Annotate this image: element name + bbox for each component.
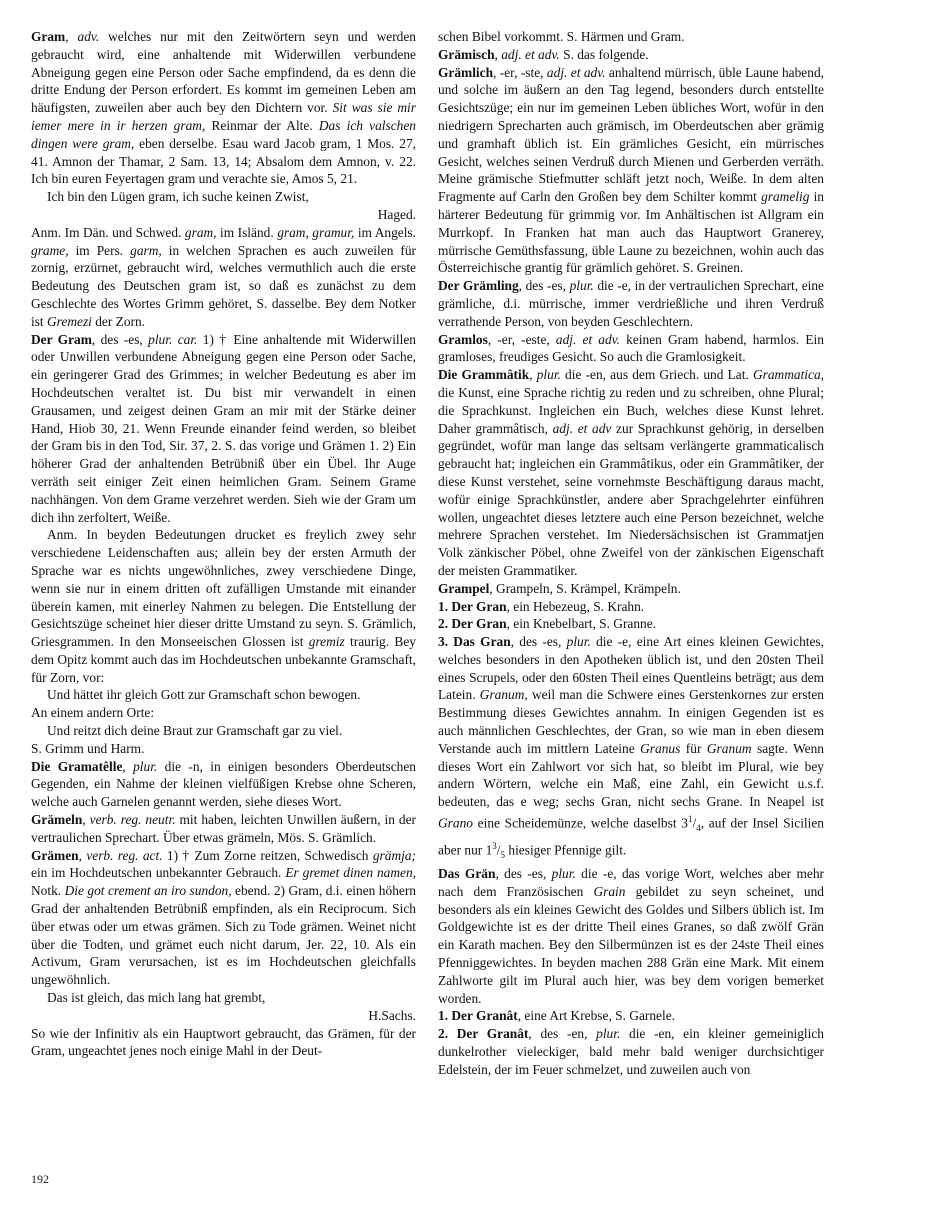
headword: Der Gram [31, 331, 92, 347]
body-text: , eine Art Krebse, S. Garnele. [517, 1008, 676, 1024]
right-column [438, 28, 824, 1079]
body-text: , des -es, [495, 865, 552, 881]
body-text: in härterer Bedeutung für grimmig vor. Im Anhältischen ist Allgram ein Murrkopf. In Franken hat man auch das Hauptwort Granerey, mürrische Gemüthsfassung, üble Laune zu bezeichnen, wohin auch das Österreichische grantig für grämlich gehöret. S. Greinen. [438, 189, 825, 276]
italic-text: plur. [133, 758, 158, 774]
body-text: anhaltend mürrisch, üble Laune habend, und solche im äußern an den Tag legend, besonders durch entstellte Gesichtszüge; ein nur im gemeinen Leben übliches Wort, wofür in den niedrigern Sprecharten auch grämisch, im Oberdeutschen aber grämig und gramhaft üblich ist. Ein grämliches Gesicht, ein mürrisches Gesicht, welches seinen Verdruß durch Mienen und Gerberden verräth. Meine grämische Stiefmutter schläft jetzt noch, Weiße. In dem alten Fragmente auf Carln den Großen bey dem Schilter kommt [438, 64, 824, 205]
body-text: Das ist gleich, das mich lang hat grembt, [47, 990, 266, 1006]
italic-text: verb. reg. act. [86, 847, 163, 863]
headword: 1. Der Gran [438, 598, 507, 614]
italic-text: grame, [31, 242, 69, 258]
body-text: , Grampeln, S. Krämpel, Krämpeln. [489, 580, 681, 596]
dictionary-entry [31, 811, 416, 847]
dictionary-entry [438, 28, 824, 46]
body-text: eine Scheidemünze, welche daselbst 3 [472, 815, 688, 831]
dictionary-entry [438, 277, 824, 330]
body-text: , des -es, [91, 331, 149, 347]
body-text: ein im Hochdeutschen unbekannter Gebrauch. [31, 865, 286, 881]
verse-quote [31, 686, 416, 704]
dictionary-entry [438, 46, 824, 64]
italic-text: adj. et adv. [555, 331, 620, 347]
body-text: An einem andern Orte: [31, 705, 155, 721]
verse-quote [31, 722, 416, 740]
italic-text: Sit was sie mir iemer mere in ir herzen gram, [31, 100, 416, 133]
body-text: die -e, eine Art eines kleinen Gewichtes, welches besonders in den Apotheken üblich ist, und den 20sten Theil eines Scrupels, oder den 60sten Theil eines Quentleins beträgt; aus dem Latein. [438, 634, 824, 703]
italic-text: Grammatica, [752, 367, 824, 383]
superscript: 1 [687, 814, 693, 825]
body-text: die Kunst, eine Sprache richtig zu reden und zu schreiben, ohne Plural; die Sprachkunst. Ingleichen ein Buch, welches diese Kunst lehret. Daher grammâtisch, [438, 384, 824, 436]
quote-source [31, 206, 416, 224]
body-text: im Pers. [68, 242, 131, 258]
dictionary-entry [438, 1025, 824, 1078]
body-text: , -er, -este, [487, 331, 556, 347]
headword: Die Gramatêlle [31, 758, 123, 774]
italic-text: adj. et adv. [546, 64, 606, 80]
italic-text: grämja; [372, 847, 416, 863]
italic-text: gremiz [308, 634, 345, 650]
body-text: mit haben, leichten Unwillen äußern, in der vertraulichen Sprechart. Über etwas grämeln, Mös. S. Grämlich. [31, 812, 416, 845]
italic-text: gramelig [761, 189, 810, 205]
dictionary-entry [438, 615, 824, 633]
body-text: , ein Hebezeug, S. Krahn. [506, 598, 645, 614]
body-text: im Isländ. [216, 224, 278, 240]
italic-text: adj. et adv [552, 420, 612, 436]
italic-text: Granum [706, 740, 752, 756]
body-text: 1) † Eine anhaltende mit Widerwillen oder Unwillen verbundene Abneigung gegen eine Person oder Sache, ein geringerer Grad des Grimmes; in welcher Bedeutung es aber im Hochdeutschen veraltet ist. Du bist mir verwandelt in einen Grausamen, und zeigest deinen Gram an mir mit der Stärke deiner Hand, Hiob 30, 21. Wenn Freunde einander feind werden, so bleibet der Gram bis in den Tod, Sir. 37, 2. S. das vorige und Grämen 1. 2) Ein höherer Grad der anhaltenden Betrübniß über ein Übel. Ihr Auge verräth seit einiger Zeit einen heimlichen Gram. Seinem Grame nachhängen. Von dem Grame verzehret werden. Sieh wie der Gram um dich ihn zerfoltert, Weiße. [31, 331, 416, 525]
italic-text: adj. et adv. [501, 46, 560, 62]
dictionary-entry [31, 847, 416, 989]
italic-text: gram, [184, 224, 217, 240]
body-text: So wie der Infinitiv als ein Hauptwort gebraucht, das Grämen, für der Gram, ungeachtet jenes noch einige Mahl in der Deut- [31, 1025, 416, 1059]
body-text: , [494, 46, 502, 62]
superscript: 3 [492, 841, 497, 851]
headword: 1. Der Granât [438, 1008, 518, 1024]
italic-text: Grano [438, 815, 473, 831]
body-text: Und reitzt dich deine Braut zur Gramschaft gar zu viel. [47, 723, 343, 739]
body-text: S. das folgende. [559, 46, 649, 62]
body-text: welches nur mit den Zeitwörtern seyn und werden gebraucht wird, eine anhaltende mit Widerwillen verbundene Abneigung gegen eine Person oder Sache empfindend, da es denn die dritte Endung der Person erfordert. Es kommt im gemeinen Leben am häufigsten, zuweilen aber auch bey den Dichtern vor. [31, 29, 416, 116]
body-text: Und hättet ihr gleich Gott zur Gramschaft schon bewogen. [47, 687, 361, 703]
dictionary-entry [438, 64, 824, 278]
dictionary-entry [438, 331, 824, 367]
quote-source [31, 1007, 416, 1025]
body-text: der Zorn. [91, 313, 146, 329]
dictionary-entry [438, 366, 824, 580]
body-text: , -er, -ste, [493, 64, 547, 80]
body-text: im Angels. [354, 224, 416, 240]
dictionary-entry [438, 1007, 824, 1025]
body-text: keinen Gram habend, harmlos. Ein gramloses, freudiges Gesicht. So auch die Gramlosigkeit. [438, 331, 824, 365]
body-text: eben derselbe. Esau ward Jacob gram, 1 Mos. 27, 41. Amnon der Thamar, 2 Sam. 13, 14; Absalom dem Amnon, v. 22. Ich bin euren Feyertagen gram und verachte sie, Amos 5, 21. [31, 135, 416, 187]
body-text: , des -es, [510, 634, 567, 650]
body-text: , auf der Insel Sicilien aber nur 1 [438, 815, 824, 858]
body-text: die -n, in einigen besonders Oberdeutschen Gegenden, ein Nahme der kleinen vielfüßigen Krebse ohne Scheren, welche auch Garnelen genannt werden, siehe dieses Wort. [31, 758, 417, 810]
body-text: , [82, 812, 90, 828]
italic-text: plur. car. [148, 331, 198, 347]
headword: Die Grammâtik [438, 367, 530, 383]
headword: Grampel [438, 580, 490, 596]
body-text: Ich bin den Lügen gram, ich suche keinen Zwist, [47, 189, 309, 205]
dictionary-entry [438, 633, 824, 865]
body-text: sagte. Wenn dieses Wort ein Zahlwort vor sich hat, so bleibt im Plural, wie bey andern Wörtern, welche ein Maß, eine Zahl, ein Gewicht u.s.f. bedeuten, das e weg; sechs Gran, nicht sechs Grane. In Neapel ist [438, 740, 824, 810]
body-text: H.Sachs. [368, 1007, 416, 1023]
headword: Grämeln [31, 812, 83, 828]
verse-quote [31, 188, 416, 206]
dictionary-entry [438, 598, 824, 616]
body-text: / [496, 842, 501, 858]
body-text: , ein Knebelbart, S. Granne. [506, 616, 657, 632]
body-text: traurig. Bey dem Opitz kommt auch das im Hochdeutschen unbekannte Gramschaft, für Zorn, vor: [31, 634, 416, 685]
body-text: , [78, 847, 87, 863]
italic-text: Er gremet dinen namen, [285, 865, 416, 881]
headword: Grämlich [438, 64, 494, 80]
headword: 3. Das Gran [438, 634, 511, 650]
italic-text: Grain [593, 883, 626, 899]
dictionary-entry [31, 224, 416, 331]
italic-text: Gremezi [47, 313, 92, 329]
dictionary-entry [31, 1025, 416, 1061]
body-text: die -e, das vorige Wort, welches aber mehr nach dem Französischen [438, 865, 824, 899]
body-text: , [529, 367, 537, 383]
body-text: / [692, 815, 697, 831]
dictionary-entry [31, 526, 416, 686]
body-text: die -e, in der vertraulichen Sprechart, eine grämliche, d.i. mürrische, immer verdrießliche und ihren Verdruß verrathende Person, von beyden Geschlechtern. [438, 278, 824, 329]
dictionary-entry [31, 740, 416, 758]
body-text: , des -en, [528, 1026, 597, 1042]
body-text: Notk. [31, 883, 65, 899]
body-text: die -en, ein kleiner gemeiniglich dunkelrother vieleckiger, bald mehr bald weniger durchsichtiger Edelstein, der im Feuer schmelzet, und zuweilen auch von [438, 1026, 825, 1077]
dictionary-entry [31, 704, 416, 722]
italic-text: Das ich valschen dingen were gram, [31, 117, 416, 151]
dictionary-entry [31, 28, 416, 188]
body-text: Haged. [377, 206, 416, 222]
body-text: , [122, 758, 134, 774]
body-text: 1) † Zum Zorne reitzen, Schwedisch [162, 847, 373, 863]
italic-text: gram, gramur, [277, 224, 355, 240]
headword: Gramlos [438, 331, 488, 347]
body-text: hiesiger Pfennige gilt. [505, 842, 627, 858]
headword: Grämen [31, 847, 79, 863]
body-text: , des -es, [518, 278, 570, 294]
page-number: 192 [31, 1172, 49, 1186]
headword: Grämisch [438, 46, 495, 62]
headword: 2. Der Granât [438, 1026, 529, 1042]
body-text: , [65, 29, 78, 44]
body-text: für [680, 740, 707, 756]
dictionary-entry [438, 580, 824, 598]
italic-text: Granum, [479, 687, 528, 703]
body-text: schen Bibel vorkommt. S. Härmen und Gram. [438, 29, 685, 44]
body-text: weil man die Schwere eines Gerstenkornes zur ersten Bestimmung dieses Gewichtes annahm. In einigen Gegenden ist es auch männlichen Geschlechtes, der Gran, so wie man in eben diesem Verstande auch im mittlern Lateine [438, 687, 825, 756]
italic-text: plur. [536, 367, 561, 383]
verse-quote [31, 989, 416, 1007]
body-text: Reinmar der Alte. [205, 117, 319, 133]
italic-text: verb. reg. neutr. [89, 812, 176, 828]
headword: 2. Der Gran [438, 616, 507, 632]
dictionary-entry [438, 865, 824, 1007]
left-column [31, 28, 416, 1060]
dictionary-entry [31, 758, 416, 811]
body-text: die -en, aus dem Griech. und Lat. [560, 367, 753, 383]
body-text: in welchen Sprachen es auch zuweilen für zornig, erzürnet, gebraucht wird, welches vermuthlich auch die erste Bedeutung des Deutschen gram ist, so daß es zunächst zu dem Geschlechte des Wortes Grimm gehöret, S. dasselbe. Bey dem Notker ist [31, 242, 416, 329]
italic-text: plur. [596, 1026, 621, 1042]
headword: Das Grän [438, 865, 496, 881]
italic-text: adv. [77, 29, 100, 44]
subscript: 5 [500, 850, 506, 861]
headword: Gram [31, 29, 66, 44]
italic-text: Die got crement an iro sundon, [64, 883, 232, 899]
body-text: Anm. Im Dän. und Schwed. [31, 224, 185, 240]
italic-text: plur. [551, 865, 576, 881]
body-text: ebend. 2) Gram, d.i. einen höhern Grad der anhaltenden Betrübniß empfinden, als ein Reciprocum. Sich über etwas oder um etwas grämen. Sich zu Tode grämen. Weinet nicht über die Todten, und grämet euch nicht darum, Jer. 22, 10. Als ein Activum, Gram verursachen, ist es im Hochdeutschen gleichfalls ungewöhnlich. [31, 883, 416, 988]
body-text: gebildet zu seyn scheinet, und besonders als ein kleines Gewicht des Goldes und Silbers üblich ist. Im Goldgewichte ist es der dritte Theil eines Granes, so daß zwölf Grän ein Karath machen. Bey den Silbermünzen ist es der 24ste Theil eines Pfenniggewichtes. In beyden machen 288 Grän eine Mark. Mit einem Zahlworte gilt im Plural auch hier, was bey dem vorigen bemerket worden. [438, 883, 824, 1006]
body-text: S. Grimm und Harm. [31, 740, 145, 756]
headword: Der Grämling [438, 278, 519, 294]
body-text: zur Sprachkunst gehörig, in derselben gegründet, wofür man lange das seltsam verlängerte grammaticalisch gebraucht hat; ingleichen ein Grammâtikus, oder ein Grammâtiker, der diese Kunst verstehet, seine vornehmste Beschäftigung daraus macht, wofür einige Sprachkünstler, andere aber Sprachgelehrter einführen wollen, ungeachtet dieses letztere auch eine Person bezeichnet, welche mehrere Sprachen verstehet. Im Niedersächsischen ist Grammatjen Volk zänkischer Pöbel, ohne Zweifel von der zänkischen Eigenschaft der meisten Grammatiker. [438, 420, 825, 578]
body-text: Anm. In beyden Bedeutungen drucket es freylich zwey sehr verschiedene Leidenschaften aus; allein bey der ersten Armuth der Sprache war es nichts ungewöhnliches, zwey verschiedene Dinge, wenn sie nur in einem dritten oft zufälligen Umstande mit einander überein kamen, mit einerley Nahmen zu belegen. Die Entstellung der Gesichtszüge scheinet hier dieser dritte Umstand zu seyn. S. Grämlich, Griesgrammen. In den Monseeischen Glossen ist [31, 527, 416, 650]
italic-text: plur. [569, 278, 594, 294]
dictionary-entry [31, 331, 416, 527]
italic-text: garm, [130, 242, 162, 258]
italic-text: Granus [640, 740, 681, 756]
subscript: 4 [696, 823, 701, 834]
italic-text: plur. [566, 634, 591, 650]
